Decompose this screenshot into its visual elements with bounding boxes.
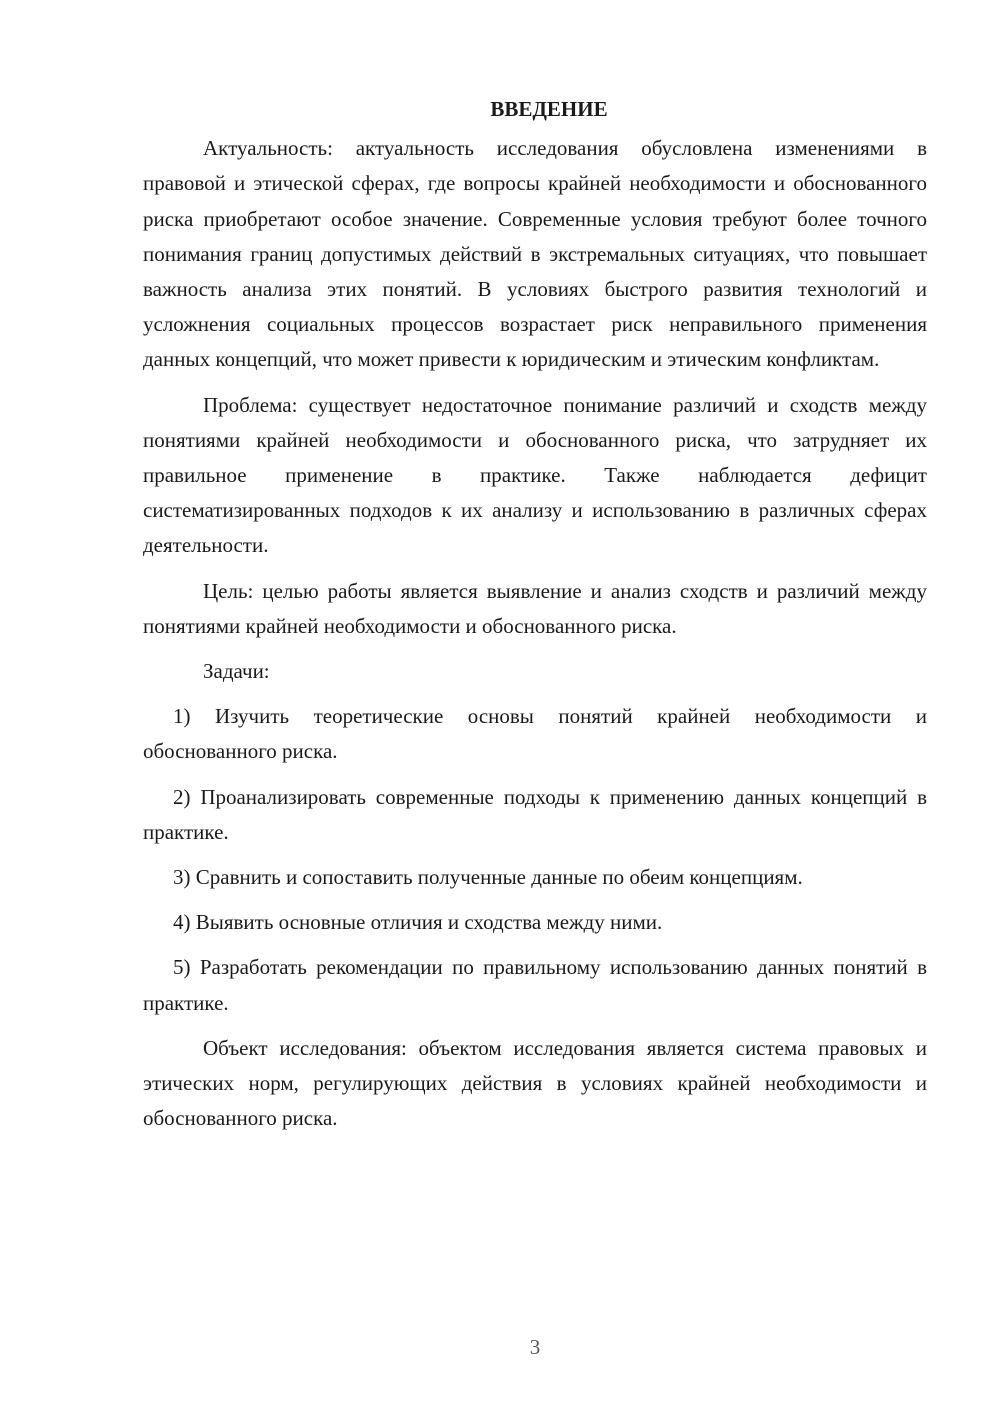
paragraph-problem: Проблема: существует недостаточное понимание различий и сходств между понятиями крайней необходимости и обоснованного риска, что затрудняет их правильное применение в практике. Также наблюдается дефицит систематизированных подходов к их анализу и использованию в различных сферах деятельности. [143,392,927,558]
page-content [143,92,927,1136]
paragraph-goal: Цель: целью работы является выявление и анализ сходств и различий между понятиями крайней необходимости и обоснованного риска. [143,578,927,638]
task-item-5: 5) Разработать рекомендации по правильному использованию данных понятий в практике. [143,955,927,1015]
task-item-4: 4) Выявить основные отличия и сходства между ними. [173,910,663,935]
task-item-1: 1) Изучить теоретические основы понятий крайней необходимости и обоснованного риска. [143,704,927,764]
task-item-2: 2) Проанализировать современные подходы к применению данных концепций в практике. [143,784,927,844]
paragraph-relevance: Актуальность: актуальность исследования обусловлена изменениями в правовой и этической сферах, где вопросы крайней необходимости и обоснованного риска приобретают особое значение. Современные условия требуют более точного понимания границ допустимых действий в экстремальных ситуациях, что повышает важность анализа этих понятий. В условиях быстрого развития технологий и усложнения социальных процессов возрастает риск неправильного применения данных концепций, что может привести к юридическим и этическим конфликтам. [143,136,927,372]
page-number: 3 [529,1335,541,1359]
tasks-label: Задачи: [203,659,270,684]
section-heading: ВВЕДЕНИЕ [490,97,608,121]
task-item-3: 3) Сравнить и сопоставить полученные данные по обеим концепциям. [173,865,803,890]
paragraph-object: Объект исследования: объектом исследования является система правовых и этических норм, регулирующих действия в условиях крайней необходимости и обоснованного риска. [143,1035,927,1131]
